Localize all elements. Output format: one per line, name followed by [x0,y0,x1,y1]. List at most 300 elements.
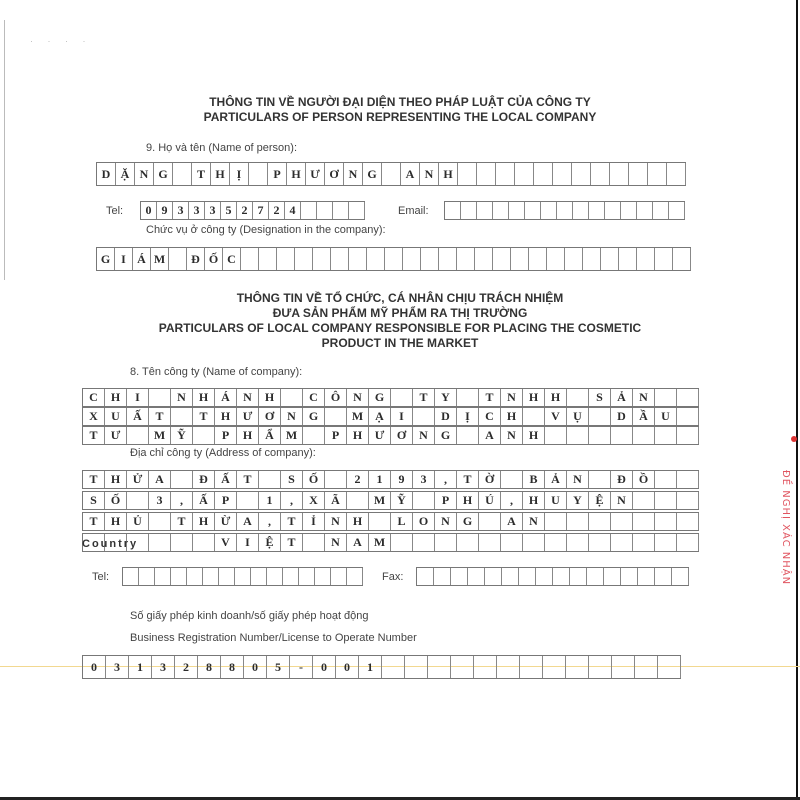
char-box[interactable] [428,656,451,678]
char-box[interactable]: I [127,389,149,406]
char-box[interactable] [610,163,629,185]
char-box[interactable] [523,534,545,551]
char-box[interactable] [485,568,502,585]
char-box[interactable]: N [344,163,363,185]
char-box[interactable]: U [105,408,127,425]
char-box[interactable] [385,248,403,270]
char-box[interactable]: I [115,248,133,270]
char-box[interactable]: D [611,408,633,425]
char-box[interactable] [637,202,653,219]
char-box[interactable]: Ố [105,492,127,509]
char-box[interactable]: N [567,471,589,488]
char-box[interactable] [567,427,589,444]
char-box[interactable] [479,513,501,530]
char-box[interactable] [457,427,479,444]
char-box[interactable] [325,471,347,488]
char-box[interactable] [461,202,477,219]
char-box[interactable] [479,534,501,551]
char-box[interactable]: 2 [347,471,369,488]
char-box[interactable] [547,248,565,270]
char-box[interactable]: T [192,163,211,185]
char-box[interactable]: I [237,534,259,551]
char-box[interactable] [525,202,541,219]
char-box[interactable] [515,163,534,185]
char-box[interactable] [677,513,699,530]
char-box[interactable] [435,534,457,551]
char-box[interactable]: Á [215,389,237,406]
char-box[interactable]: M [369,492,391,509]
char-box[interactable] [171,568,187,585]
char-box[interactable] [367,248,385,270]
char-box[interactable]: 7 [253,202,269,219]
char-box[interactable] [349,202,365,219]
char-box[interactable]: A [149,471,171,488]
char-box[interactable] [677,389,699,406]
char-box[interactable] [669,202,685,219]
char-box[interactable] [303,534,325,551]
designation-boxes[interactable] [96,247,691,271]
char-box[interactable]: O [413,513,435,530]
char-box[interactable]: A [479,427,501,444]
char-box[interactable] [545,513,567,530]
company-tel-boxes[interactable] [122,567,363,586]
char-box[interactable]: 1 [259,492,281,509]
company-address-row-3[interactable] [82,512,699,531]
char-box[interactable]: M [369,534,391,551]
char-box[interactable] [655,248,673,270]
char-box[interactable]: U [655,408,677,425]
char-box[interactable] [315,568,331,585]
char-box[interactable]: 2 [237,202,253,219]
char-box[interactable] [347,492,369,509]
char-box[interactable] [155,568,171,585]
char-box[interactable] [317,202,333,219]
char-box[interactable]: 1 [359,656,382,678]
char-box[interactable]: Ư [369,427,391,444]
char-box[interactable] [405,656,428,678]
char-box[interactable] [295,248,313,270]
char-box[interactable] [403,248,421,270]
char-box[interactable] [169,248,187,270]
char-box[interactable] [605,202,621,219]
char-box[interactable] [193,427,215,444]
char-box[interactable] [591,163,610,185]
char-box[interactable]: Ơ [391,427,413,444]
char-box[interactable]: H [501,408,523,425]
char-box[interactable]: D [97,163,116,185]
char-box[interactable] [301,202,317,219]
char-box[interactable] [572,163,591,185]
char-box[interactable] [417,568,434,585]
char-box[interactable] [259,248,277,270]
char-box[interactable]: Ư [237,408,259,425]
char-box[interactable]: 8 [221,656,244,678]
char-box[interactable] [333,202,349,219]
char-box[interactable] [413,534,435,551]
company-fax-boxes[interactable] [416,567,689,586]
char-box[interactable] [566,656,589,678]
char-box[interactable] [655,492,677,509]
rep-tel-boxes[interactable] [140,201,365,220]
char-box[interactable]: T [413,389,435,406]
char-box[interactable] [331,568,347,585]
char-box[interactable]: 3 [152,656,175,678]
char-box[interactable]: N [281,408,303,425]
char-box[interactable] [149,534,171,551]
char-box[interactable]: T [457,471,479,488]
char-box[interactable] [589,656,612,678]
char-box[interactable] [570,568,587,585]
char-box[interactable]: H [105,513,127,530]
char-box[interactable]: N [633,389,655,406]
company-address-row-1[interactable] [82,470,699,489]
char-box[interactable]: X [303,492,325,509]
char-box[interactable] [635,656,658,678]
char-box[interactable] [604,568,621,585]
char-box[interactable] [203,568,219,585]
char-box[interactable]: V [545,408,567,425]
char-box[interactable] [474,656,497,678]
char-box[interactable]: 0 [244,656,267,678]
char-box[interactable] [497,656,520,678]
char-box[interactable] [171,471,193,488]
char-box[interactable]: H [211,163,230,185]
char-box[interactable] [633,492,655,509]
char-box[interactable] [123,568,139,585]
char-box[interactable]: 0 [141,202,157,219]
char-box[interactable]: P [435,492,457,509]
char-box[interactable]: Ã [325,492,347,509]
char-box[interactable]: S [83,492,105,509]
char-box[interactable]: M [149,427,171,444]
char-box[interactable] [567,389,589,406]
char-box[interactable]: Ú [479,492,501,509]
char-box[interactable] [493,202,509,219]
license-number-boxes[interactable] [82,655,681,679]
char-box[interactable] [672,568,689,585]
char-box[interactable]: 3 [149,492,171,509]
char-box[interactable]: 0 [313,656,336,678]
char-box[interactable] [496,163,515,185]
char-box[interactable]: G [363,163,382,185]
char-box[interactable] [439,248,457,270]
char-box[interactable]: H [105,471,127,488]
char-box[interactable]: N [325,534,347,551]
char-box[interactable]: 9 [157,202,173,219]
char-box[interactable] [523,408,545,425]
company-name-row-1[interactable] [82,388,699,407]
char-box[interactable]: H [523,427,545,444]
char-box[interactable]: 8 [198,656,221,678]
char-box[interactable] [621,202,637,219]
char-box[interactable] [149,389,171,406]
company-address-row-2[interactable] [82,491,699,510]
char-box[interactable]: D [435,408,457,425]
char-box[interactable] [149,513,171,530]
char-box[interactable] [583,248,601,270]
char-box[interactable]: H [523,389,545,406]
company-name-row-2[interactable] [82,407,699,426]
company-name-row-3[interactable] [82,426,699,445]
char-box[interactable]: M [281,427,303,444]
char-box[interactable] [313,248,331,270]
char-box[interactable]: Ỹ [171,427,193,444]
char-box[interactable] [283,568,299,585]
char-box[interactable] [677,427,699,444]
char-box[interactable]: M [347,408,369,425]
char-box[interactable] [187,568,203,585]
char-box[interactable]: T [83,513,105,530]
char-box[interactable] [477,163,496,185]
char-box[interactable] [612,656,635,678]
char-box[interactable]: H [457,492,479,509]
char-box[interactable]: Đ [187,248,205,270]
char-box[interactable]: Ệ [259,534,281,551]
char-box[interactable]: Ỉ [303,513,325,530]
char-box[interactable]: 0 [336,656,359,678]
char-box[interactable]: Ụ [567,408,589,425]
char-box[interactable] [677,408,699,425]
char-box[interactable]: Ị [457,408,479,425]
char-box[interactable] [127,492,149,509]
char-box[interactable]: Ơ [259,408,281,425]
char-box[interactable] [541,202,557,219]
char-box[interactable] [655,389,677,406]
char-box[interactable]: A [347,534,369,551]
char-box[interactable] [493,248,511,270]
char-box[interactable] [611,534,633,551]
char-box[interactable] [281,389,303,406]
char-box[interactable] [567,534,589,551]
char-box[interactable] [557,202,573,219]
char-box[interactable]: Ừ [215,513,237,530]
char-box[interactable]: 5 [221,202,237,219]
char-box[interactable]: H [105,389,127,406]
char-box[interactable]: H [193,389,215,406]
char-box[interactable]: N [501,427,523,444]
char-box[interactable] [658,656,681,678]
char-box[interactable]: , [281,492,303,509]
char-box[interactable]: C [303,389,325,406]
char-box[interactable]: 4 [285,202,301,219]
char-box[interactable]: , [171,492,193,509]
char-box[interactable] [637,248,655,270]
char-box[interactable] [619,248,637,270]
char-box[interactable]: , [435,471,457,488]
char-box[interactable] [565,248,583,270]
char-box[interactable] [633,534,655,551]
char-box[interactable] [589,534,611,551]
char-box[interactable] [193,534,215,551]
char-box[interactable]: H [347,513,369,530]
char-box[interactable] [633,427,655,444]
char-box[interactable] [536,568,553,585]
char-box[interactable]: Ệ [589,492,611,509]
char-box[interactable]: Ờ [479,471,501,488]
char-box[interactable]: T [479,389,501,406]
char-box[interactable]: H [215,408,237,425]
char-box[interactable] [413,492,435,509]
char-box[interactable]: A [501,513,523,530]
char-box[interactable]: H [523,492,545,509]
company-country-row[interactable] [82,533,699,552]
char-box[interactable] [468,568,485,585]
char-box[interactable] [267,568,283,585]
char-box[interactable]: H [545,389,567,406]
char-box[interactable]: 0 [83,656,106,678]
char-box[interactable] [529,248,547,270]
char-box[interactable]: G [154,163,173,185]
char-box[interactable]: U [545,492,567,509]
char-box[interactable] [237,492,259,509]
char-box[interactable]: Ả [611,389,633,406]
char-box[interactable]: Ư [105,427,127,444]
char-box[interactable] [677,471,699,488]
char-box[interactable] [303,427,325,444]
char-box[interactable]: N [325,513,347,530]
char-box[interactable]: N [435,513,457,530]
char-box[interactable]: 9 [391,471,413,488]
char-box[interactable]: N [237,389,259,406]
char-box[interactable]: Ấ [127,408,149,425]
char-box[interactable]: 5 [267,656,290,678]
char-box[interactable]: C [83,389,105,406]
char-box[interactable] [655,513,677,530]
char-box[interactable]: N [420,163,439,185]
char-box[interactable]: X [83,408,105,425]
char-box[interactable] [573,202,589,219]
char-box[interactable]: P [268,163,287,185]
char-box[interactable] [241,248,259,270]
char-box[interactable]: Ô [325,389,347,406]
char-box[interactable]: T [171,513,193,530]
char-box[interactable] [171,534,193,551]
char-box[interactable] [421,248,439,270]
char-box[interactable] [325,408,347,425]
char-box[interactable]: L [391,513,413,530]
char-box[interactable] [277,248,295,270]
char-box[interactable] [633,513,655,530]
char-box[interactable] [655,471,677,488]
char-box[interactable]: T [281,534,303,551]
char-box[interactable]: S [281,471,303,488]
char-box[interactable]: G [369,389,391,406]
char-box[interactable]: Ồ [633,471,655,488]
char-box[interactable]: S [589,389,611,406]
char-box[interactable] [477,202,493,219]
char-box[interactable]: H [259,389,281,406]
char-box[interactable]: I [391,408,413,425]
char-box[interactable]: H [347,427,369,444]
char-box[interactable]: N [413,427,435,444]
char-box[interactable] [589,202,605,219]
char-box[interactable] [127,427,149,444]
char-box[interactable] [520,656,543,678]
char-box[interactable]: T [193,408,215,425]
char-box[interactable]: G [97,248,115,270]
char-box[interactable] [653,202,669,219]
char-box[interactable]: Ạ [369,408,391,425]
char-box[interactable] [434,568,451,585]
char-box[interactable] [648,163,667,185]
char-box[interactable]: N [347,389,369,406]
char-box[interactable] [457,389,479,406]
char-box[interactable]: Ủ [127,513,149,530]
char-box[interactable]: T [83,427,105,444]
char-box[interactable] [457,248,475,270]
char-box[interactable] [331,248,349,270]
char-box[interactable] [655,427,677,444]
char-box[interactable] [445,202,461,219]
char-box[interactable]: 1 [129,656,152,678]
char-box[interactable]: N [171,389,193,406]
char-box[interactable]: 3 [173,202,189,219]
char-box[interactable] [545,427,567,444]
char-box[interactable]: 3 [189,202,205,219]
rep-email-boxes[interactable] [444,201,685,220]
char-box[interactable] [219,568,235,585]
char-box[interactable]: 3 [413,471,435,488]
char-box[interactable] [457,534,479,551]
char-box[interactable]: H [193,513,215,530]
char-box[interactable]: H [237,427,259,444]
char-box[interactable] [509,202,525,219]
char-box[interactable]: Ầ [633,408,655,425]
char-box[interactable]: Ố [205,248,223,270]
char-box[interactable]: G [303,408,325,425]
char-box[interactable] [543,656,566,678]
char-box[interactable]: 2 [175,656,198,678]
char-box[interactable]: C [479,408,501,425]
char-box[interactable]: B [523,471,545,488]
char-box[interactable] [677,492,699,509]
char-box[interactable] [458,163,477,185]
char-box[interactable]: 2 [269,202,285,219]
char-box[interactable]: Ư [306,163,325,185]
char-box[interactable] [519,568,536,585]
char-box[interactable] [611,427,633,444]
char-box[interactable] [413,408,435,425]
char-box[interactable]: P [215,492,237,509]
char-box[interactable]: Ỹ [391,492,413,509]
char-box[interactable]: , [259,513,281,530]
char-box[interactable]: N [611,492,633,509]
char-box[interactable] [171,408,193,425]
char-box[interactable] [475,248,493,270]
char-box[interactable] [589,427,611,444]
char-box[interactable] [451,568,468,585]
char-box[interactable] [567,513,589,530]
char-box[interactable] [677,534,699,551]
char-box[interactable] [638,568,655,585]
char-box[interactable]: Ơ [325,163,344,185]
char-box[interactable] [534,163,553,185]
char-box[interactable]: 3 [106,656,129,678]
char-box[interactable] [249,163,268,185]
char-box[interactable] [553,568,570,585]
char-box[interactable] [589,471,611,488]
char-box[interactable] [589,408,611,425]
char-box[interactable]: Y [435,389,457,406]
char-box[interactable] [139,568,155,585]
char-box[interactable] [501,471,523,488]
char-box[interactable]: Ị [230,163,249,185]
char-box[interactable]: N [135,163,154,185]
char-box[interactable]: Ả [545,471,567,488]
char-box[interactable]: T [237,471,259,488]
char-box[interactable] [601,248,619,270]
char-box[interactable] [553,163,572,185]
